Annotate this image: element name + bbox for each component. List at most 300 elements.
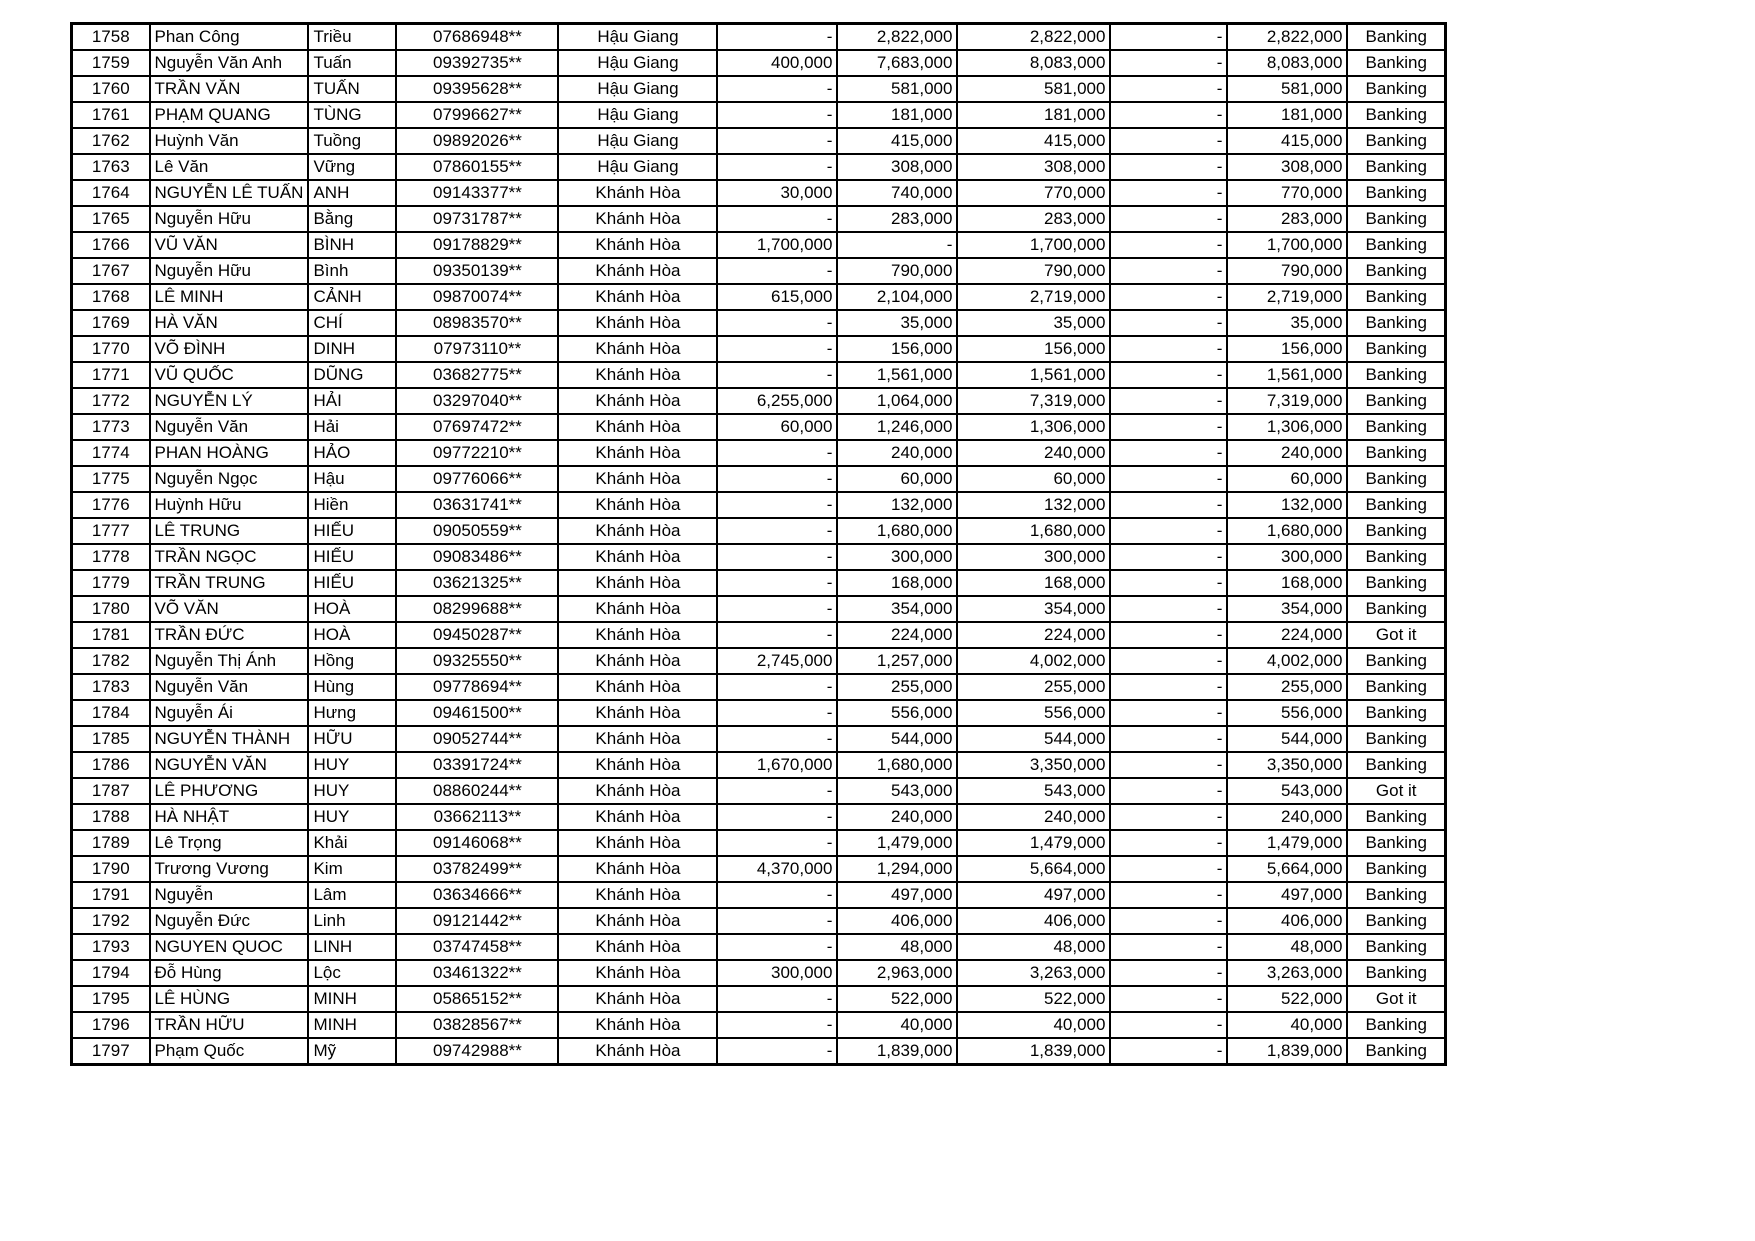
cell-id: 1772 xyxy=(72,388,150,414)
cell-id: 1759 xyxy=(72,50,150,76)
cell-amount-total: 3,350,000 xyxy=(957,752,1110,778)
cell-phone-masked: 09146068** xyxy=(396,830,558,856)
cell-last-name: HIẾU xyxy=(308,518,396,544)
cell-amount-3: - xyxy=(1110,830,1227,856)
cell-first-middle-name: VÕ ĐÌNH xyxy=(150,336,309,362)
cell-amount-total: 556,000 xyxy=(957,700,1110,726)
cell-amount-3: - xyxy=(1110,518,1227,544)
table-row xyxy=(72,960,1446,986)
cell-status: Banking xyxy=(1347,830,1445,856)
cell-phone-masked: 09325550** xyxy=(396,648,558,674)
cell-status: Banking xyxy=(1347,882,1445,908)
cell-amount-final: 240,000 xyxy=(1227,440,1347,466)
cell-first-middle-name: TRẦN TRUNG xyxy=(150,570,309,596)
table-row xyxy=(72,674,1446,700)
cell-last-name: Bình xyxy=(308,258,396,284)
cell-province: Hậu Giang xyxy=(558,24,717,51)
cell-phone-masked: 08299688** xyxy=(396,596,558,622)
cell-id: 1782 xyxy=(72,648,150,674)
cell-amount-3: - xyxy=(1110,908,1227,934)
cell-last-name: ANH xyxy=(308,180,396,206)
cell-status: Banking xyxy=(1347,258,1445,284)
table-row xyxy=(72,492,1446,518)
cell-status: Banking xyxy=(1347,388,1445,414)
cell-id: 1781 xyxy=(72,622,150,648)
cell-last-name: Hồng xyxy=(308,648,396,674)
cell-amount-2: 1,680,000 xyxy=(837,518,957,544)
cell-amount-2: 1,839,000 xyxy=(837,1038,957,1065)
cell-status: Banking xyxy=(1347,76,1445,102)
table-row xyxy=(72,180,1446,206)
cell-amount-3: - xyxy=(1110,726,1227,752)
cell-province: Hậu Giang xyxy=(558,102,717,128)
cell-amount-3: - xyxy=(1110,1012,1227,1038)
table-row xyxy=(72,1038,1446,1065)
cell-last-name: BÌNH xyxy=(308,232,396,258)
cell-amount-final: 2,719,000 xyxy=(1227,284,1347,310)
cell-province: Khánh Hòa xyxy=(558,882,717,908)
cell-phone-masked: 09870074** xyxy=(396,284,558,310)
cell-amount-total: 300,000 xyxy=(957,544,1110,570)
table-row xyxy=(72,414,1446,440)
cell-last-name: Hưng xyxy=(308,700,396,726)
cell-amount-1: - xyxy=(717,154,837,180)
cell-amount-1: 60,000 xyxy=(717,414,837,440)
cell-amount-2: - xyxy=(837,232,957,258)
cell-amount-1: 615,000 xyxy=(717,284,837,310)
cell-id: 1765 xyxy=(72,206,150,232)
table-row xyxy=(72,24,1446,51)
cell-amount-1: - xyxy=(717,492,837,518)
cell-amount-total: 522,000 xyxy=(957,986,1110,1012)
cell-amount-3: - xyxy=(1110,648,1227,674)
cell-last-name: Tuồng xyxy=(308,128,396,154)
cell-amount-total: 354,000 xyxy=(957,596,1110,622)
cell-phone-masked: 09395628** xyxy=(396,76,558,102)
cell-last-name: Hậu xyxy=(308,466,396,492)
recipients-table xyxy=(70,22,1447,1066)
cell-last-name: Mỹ xyxy=(308,1038,396,1065)
cell-province: Khánh Hòa xyxy=(558,362,717,388)
cell-amount-3: - xyxy=(1110,154,1227,180)
cell-amount-final: 156,000 xyxy=(1227,336,1347,362)
cell-amount-final: 224,000 xyxy=(1227,622,1347,648)
cell-first-middle-name: PHAN HOÀNG xyxy=(150,440,309,466)
cell-status: Banking xyxy=(1347,934,1445,960)
cell-amount-final: 4,002,000 xyxy=(1227,648,1347,674)
cell-status: Banking xyxy=(1347,50,1445,76)
cell-phone-masked: 03682775** xyxy=(396,362,558,388)
cell-amount-1: - xyxy=(717,882,837,908)
cell-status: Banking xyxy=(1347,804,1445,830)
cell-first-middle-name: TRẦN ĐỨC xyxy=(150,622,309,648)
cell-province: Khánh Hòa xyxy=(558,1012,717,1038)
cell-amount-3: - xyxy=(1110,804,1227,830)
cell-province: Khánh Hòa xyxy=(558,180,717,206)
cell-last-name: HIẾU xyxy=(308,570,396,596)
cell-amount-3: - xyxy=(1110,700,1227,726)
cell-phone-masked: 09776066** xyxy=(396,466,558,492)
cell-amount-total: 240,000 xyxy=(957,804,1110,830)
cell-status: Banking xyxy=(1347,154,1445,180)
cell-status: Banking xyxy=(1347,24,1445,51)
cell-last-name: DINH xyxy=(308,336,396,362)
cell-amount-final: 415,000 xyxy=(1227,128,1347,154)
cell-amount-1: - xyxy=(717,128,837,154)
cell-last-name: Lộc xyxy=(308,960,396,986)
cell-first-middle-name: HÀ VĂN xyxy=(150,310,309,336)
cell-phone-masked: 09178829** xyxy=(396,232,558,258)
cell-province: Hậu Giang xyxy=(558,50,717,76)
table-row xyxy=(72,50,1446,76)
cell-amount-total: 1,561,000 xyxy=(957,362,1110,388)
cell-amount-3: - xyxy=(1110,414,1227,440)
table-row xyxy=(72,154,1446,180)
cell-status: Banking xyxy=(1347,102,1445,128)
cell-amount-3: - xyxy=(1110,882,1227,908)
cell-amount-total: 240,000 xyxy=(957,440,1110,466)
cell-province: Khánh Hòa xyxy=(558,232,717,258)
cell-phone-masked: 09121442** xyxy=(396,908,558,934)
cell-province: Khánh Hòa xyxy=(558,258,717,284)
cell-amount-1: - xyxy=(717,674,837,700)
cell-province: Khánh Hòa xyxy=(558,596,717,622)
cell-first-middle-name: LÊ HÙNG xyxy=(150,986,309,1012)
cell-amount-3: - xyxy=(1110,570,1227,596)
cell-province: Hậu Giang xyxy=(558,154,717,180)
cell-last-name: DŨNG xyxy=(308,362,396,388)
cell-first-middle-name: Nguyễn Văn xyxy=(150,414,309,440)
cell-province: Khánh Hòa xyxy=(558,778,717,804)
cell-id: 1763 xyxy=(72,154,150,180)
cell-id: 1788 xyxy=(72,804,150,830)
cell-id: 1795 xyxy=(72,986,150,1012)
cell-amount-final: 1,839,000 xyxy=(1227,1038,1347,1065)
cell-id: 1791 xyxy=(72,882,150,908)
cell-amount-final: 770,000 xyxy=(1227,180,1347,206)
cell-amount-final: 300,000 xyxy=(1227,544,1347,570)
cell-amount-total: 790,000 xyxy=(957,258,1110,284)
cell-id: 1758 xyxy=(72,24,150,51)
table-row xyxy=(72,284,1446,310)
cell-amount-3: - xyxy=(1110,76,1227,102)
cell-first-middle-name: TRẦN HỮU xyxy=(150,1012,309,1038)
cell-amount-2: 556,000 xyxy=(837,700,957,726)
cell-amount-final: 7,319,000 xyxy=(1227,388,1347,414)
cell-first-middle-name: Nguyễn Hữu xyxy=(150,206,309,232)
cell-province: Khánh Hòa xyxy=(558,934,717,960)
cell-first-middle-name: VŨ QUỐC xyxy=(150,362,309,388)
cell-id: 1796 xyxy=(72,1012,150,1038)
table-body xyxy=(72,24,1446,1065)
cell-amount-total: 4,002,000 xyxy=(957,648,1110,674)
cell-amount-2: 224,000 xyxy=(837,622,957,648)
cell-first-middle-name: VÕ VĂN xyxy=(150,596,309,622)
cell-amount-final: 1,700,000 xyxy=(1227,232,1347,258)
cell-province: Khánh Hòa xyxy=(558,830,717,856)
cell-amount-3: - xyxy=(1110,284,1227,310)
cell-phone-masked: 03828567** xyxy=(396,1012,558,1038)
cell-amount-total: 283,000 xyxy=(957,206,1110,232)
cell-id: 1769 xyxy=(72,310,150,336)
cell-province: Khánh Hòa xyxy=(558,310,717,336)
cell-status: Banking xyxy=(1347,362,1445,388)
cell-phone-masked: 03621325** xyxy=(396,570,558,596)
cell-amount-final: 40,000 xyxy=(1227,1012,1347,1038)
table-row xyxy=(72,258,1446,284)
cell-phone-masked: 08860244** xyxy=(396,778,558,804)
cell-amount-1: - xyxy=(717,700,837,726)
cell-amount-1: - xyxy=(717,518,837,544)
cell-amount-final: 48,000 xyxy=(1227,934,1347,960)
cell-amount-3: - xyxy=(1110,674,1227,700)
cell-status: Banking xyxy=(1347,518,1445,544)
cell-province: Khánh Hòa xyxy=(558,960,717,986)
cell-phone-masked: 09742988** xyxy=(396,1038,558,1065)
cell-status: Banking xyxy=(1347,700,1445,726)
cell-phone-masked: 09050559** xyxy=(396,518,558,544)
cell-phone-masked: 09450287** xyxy=(396,622,558,648)
cell-province: Khánh Hòa xyxy=(558,388,717,414)
cell-last-name: Linh xyxy=(308,908,396,934)
cell-status: Banking xyxy=(1347,856,1445,882)
cell-id: 1764 xyxy=(72,180,150,206)
cell-id: 1774 xyxy=(72,440,150,466)
cell-amount-2: 1,294,000 xyxy=(837,856,957,882)
cell-amount-final: 543,000 xyxy=(1227,778,1347,804)
cell-amount-total: 1,839,000 xyxy=(957,1038,1110,1065)
cell-amount-1: 1,700,000 xyxy=(717,232,837,258)
cell-amount-final: 132,000 xyxy=(1227,492,1347,518)
table-row xyxy=(72,908,1446,934)
cell-phone-masked: 03662113** xyxy=(396,804,558,830)
cell-amount-3: - xyxy=(1110,856,1227,882)
cell-status: Banking xyxy=(1347,960,1445,986)
cell-first-middle-name: Nguyễn xyxy=(150,882,309,908)
cell-amount-1: - xyxy=(717,804,837,830)
cell-last-name: MINH xyxy=(308,986,396,1012)
cell-last-name: HẢO xyxy=(308,440,396,466)
cell-first-middle-name: LÊ TRUNG xyxy=(150,518,309,544)
cell-phone-masked: 03461322** xyxy=(396,960,558,986)
cell-id: 1783 xyxy=(72,674,150,700)
cell-amount-3: - xyxy=(1110,622,1227,648)
cell-amount-1: - xyxy=(717,986,837,1012)
cell-amount-1: - xyxy=(717,934,837,960)
cell-phone-masked: 03634666** xyxy=(396,882,558,908)
cell-province: Hậu Giang xyxy=(558,76,717,102)
cell-amount-2: 1,561,000 xyxy=(837,362,957,388)
cell-amount-total: 40,000 xyxy=(957,1012,1110,1038)
cell-last-name: Hùng xyxy=(308,674,396,700)
cell-last-name: HOÀ xyxy=(308,596,396,622)
cell-phone-masked: 03782499** xyxy=(396,856,558,882)
cell-status: Banking xyxy=(1347,1038,1445,1065)
cell-id: 1778 xyxy=(72,544,150,570)
table-row xyxy=(72,128,1446,154)
table-row xyxy=(72,830,1446,856)
cell-amount-total: 7,319,000 xyxy=(957,388,1110,414)
cell-amount-1: - xyxy=(717,310,837,336)
cell-amount-1: - xyxy=(717,908,837,934)
cell-phone-masked: 09143377** xyxy=(396,180,558,206)
cell-amount-3: - xyxy=(1110,778,1227,804)
cell-amount-3: - xyxy=(1110,258,1227,284)
cell-id: 1794 xyxy=(72,960,150,986)
cell-amount-total: 168,000 xyxy=(957,570,1110,596)
table-row xyxy=(72,882,1446,908)
table-row xyxy=(72,206,1446,232)
cell-id: 1775 xyxy=(72,466,150,492)
cell-amount-3: - xyxy=(1110,24,1227,51)
table-row xyxy=(72,596,1446,622)
cell-province: Khánh Hòa xyxy=(558,804,717,830)
cell-amount-total: 415,000 xyxy=(957,128,1110,154)
cell-first-middle-name: LÊ MINH xyxy=(150,284,309,310)
cell-amount-2: 1,246,000 xyxy=(837,414,957,440)
cell-amount-1: - xyxy=(717,206,837,232)
cell-last-name: Bằng xyxy=(308,206,396,232)
cell-amount-final: 255,000 xyxy=(1227,674,1347,700)
cell-amount-3: - xyxy=(1110,310,1227,336)
cell-amount-2: 181,000 xyxy=(837,102,957,128)
table-row xyxy=(72,934,1446,960)
table-row xyxy=(72,102,1446,128)
cell-amount-total: 35,000 xyxy=(957,310,1110,336)
cell-last-name: HỮU xyxy=(308,726,396,752)
cell-last-name: TUẤN xyxy=(308,76,396,102)
table-row xyxy=(72,752,1446,778)
cell-amount-2: 581,000 xyxy=(837,76,957,102)
cell-first-middle-name: Lê Văn xyxy=(150,154,309,180)
cell-amount-total: 770,000 xyxy=(957,180,1110,206)
cell-amount-2: 1,064,000 xyxy=(837,388,957,414)
cell-first-middle-name: Nguyễn Ngọc xyxy=(150,466,309,492)
cell-province: Khánh Hòa xyxy=(558,622,717,648)
cell-amount-2: 522,000 xyxy=(837,986,957,1012)
cell-first-middle-name: Huỳnh Hữu xyxy=(150,492,309,518)
cell-province: Khánh Hòa xyxy=(558,726,717,752)
cell-amount-2: 156,000 xyxy=(837,336,957,362)
cell-status: Got it xyxy=(1347,778,1445,804)
cell-amount-total: 255,000 xyxy=(957,674,1110,700)
cell-amount-total: 224,000 xyxy=(957,622,1110,648)
cell-amount-1: - xyxy=(717,76,837,102)
cell-amount-total: 5,664,000 xyxy=(957,856,1110,882)
cell-phone-masked: 09392735** xyxy=(396,50,558,76)
cell-amount-1: - xyxy=(717,778,837,804)
cell-amount-3: - xyxy=(1110,492,1227,518)
cell-amount-2: 2,822,000 xyxy=(837,24,957,51)
cell-amount-1: - xyxy=(717,362,837,388)
cell-province: Khánh Hòa xyxy=(558,336,717,362)
cell-amount-3: - xyxy=(1110,50,1227,76)
cell-id: 1780 xyxy=(72,596,150,622)
cell-amount-3: - xyxy=(1110,232,1227,258)
cell-phone-masked: 09350139** xyxy=(396,258,558,284)
cell-amount-1: - xyxy=(717,596,837,622)
cell-amount-3: - xyxy=(1110,544,1227,570)
table-row xyxy=(72,440,1446,466)
cell-first-middle-name: Nguyễn Văn xyxy=(150,674,309,700)
cell-amount-final: 790,000 xyxy=(1227,258,1347,284)
cell-amount-3: - xyxy=(1110,960,1227,986)
cell-id: 1784 xyxy=(72,700,150,726)
cell-amount-total: 308,000 xyxy=(957,154,1110,180)
cell-province: Khánh Hòa xyxy=(558,674,717,700)
cell-amount-2: 300,000 xyxy=(837,544,957,570)
table-row xyxy=(72,726,1446,752)
cell-amount-2: 132,000 xyxy=(837,492,957,518)
cell-province: Khánh Hòa xyxy=(558,206,717,232)
cell-first-middle-name: Nguyễn Thị Ánh xyxy=(150,648,309,674)
cell-id: 1789 xyxy=(72,830,150,856)
cell-amount-total: 543,000 xyxy=(957,778,1110,804)
cell-amount-total: 8,083,000 xyxy=(957,50,1110,76)
cell-status: Got it xyxy=(1347,622,1445,648)
cell-first-middle-name: Nguyễn Văn Anh xyxy=(150,50,309,76)
cell-amount-total: 60,000 xyxy=(957,466,1110,492)
cell-last-name: Khải xyxy=(308,830,396,856)
cell-amount-total: 1,306,000 xyxy=(957,414,1110,440)
table-row xyxy=(72,544,1446,570)
cell-amount-1: 30,000 xyxy=(717,180,837,206)
cell-amount-final: 5,664,000 xyxy=(1227,856,1347,882)
cell-first-middle-name: Phan Công xyxy=(150,24,309,51)
cell-amount-2: 415,000 xyxy=(837,128,957,154)
cell-status: Banking xyxy=(1347,492,1445,518)
cell-amount-total: 1,479,000 xyxy=(957,830,1110,856)
cell-last-name: Hiền xyxy=(308,492,396,518)
cell-last-name: CHÍ xyxy=(308,310,396,336)
cell-first-middle-name: NGUYỄN VĂN xyxy=(150,752,309,778)
table-row xyxy=(72,648,1446,674)
cell-phone-masked: 07697472** xyxy=(396,414,558,440)
cell-id: 1762 xyxy=(72,128,150,154)
cell-amount-3: - xyxy=(1110,934,1227,960)
cell-id: 1785 xyxy=(72,726,150,752)
cell-status: Banking xyxy=(1347,648,1445,674)
cell-phone-masked: 09083486** xyxy=(396,544,558,570)
table-row xyxy=(72,570,1446,596)
cell-amount-final: 3,263,000 xyxy=(1227,960,1347,986)
cell-province: Khánh Hòa xyxy=(558,700,717,726)
cell-amount-final: 168,000 xyxy=(1227,570,1347,596)
cell-first-middle-name: Nguyễn Đức xyxy=(150,908,309,934)
cell-amount-final: 497,000 xyxy=(1227,882,1347,908)
cell-amount-2: 283,000 xyxy=(837,206,957,232)
cell-amount-3: - xyxy=(1110,440,1227,466)
cell-amount-final: 283,000 xyxy=(1227,206,1347,232)
table-row xyxy=(72,388,1446,414)
cell-amount-final: 308,000 xyxy=(1227,154,1347,180)
cell-first-middle-name: NGUYỄN THÀNH xyxy=(150,726,309,752)
cell-status: Banking xyxy=(1347,440,1445,466)
cell-amount-1: 2,745,000 xyxy=(717,648,837,674)
cell-province: Hậu Giang xyxy=(558,128,717,154)
cell-amount-1: - xyxy=(717,258,837,284)
cell-id: 1767 xyxy=(72,258,150,284)
cell-amount-2: 240,000 xyxy=(837,804,957,830)
cell-first-middle-name: NGUYEN QUOC xyxy=(150,934,309,960)
cell-amount-2: 543,000 xyxy=(837,778,957,804)
table-row xyxy=(72,778,1446,804)
cell-amount-3: - xyxy=(1110,466,1227,492)
cell-amount-final: 354,000 xyxy=(1227,596,1347,622)
cell-amount-2: 1,257,000 xyxy=(837,648,957,674)
cell-amount-final: 181,000 xyxy=(1227,102,1347,128)
cell-first-middle-name: Phạm Quốc xyxy=(150,1038,309,1065)
